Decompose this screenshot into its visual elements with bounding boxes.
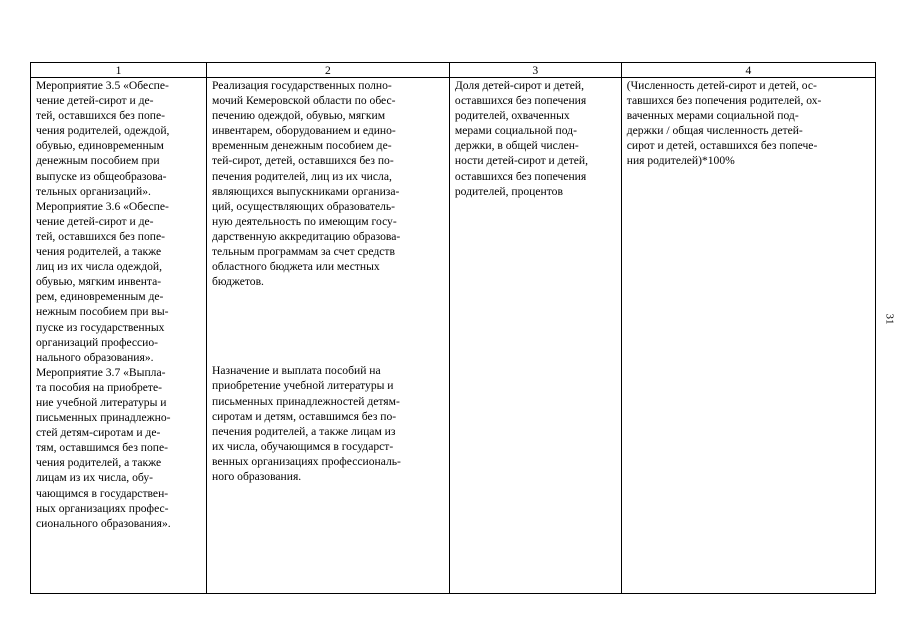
measures-table	[30, 62, 876, 594]
description-text-a: Реализация государственных полно- мочий Кемеровской области по обес- печению одеждой, обувью, мягким инвентарем, оборудованием и едино- временным денежным пособием де- тей-сирот, детей, оставшихся без по- печения родителей, лиц из их числа, являющихся выпускниками организа- ций, осуществляющих образователь- ную деятельность по имеющим госу- дарственную аккредитацию образова- тельным программам за счет средств областного бюджета или местных бюджетов.	[211, 79, 401, 289]
table-row	[31, 78, 876, 594]
column-header-3: 3	[449, 63, 621, 78]
indicator-cell	[449, 78, 621, 594]
column-header-4: 4	[621, 63, 875, 78]
page-number: 31	[883, 313, 896, 325]
measure-3-5-text: Мероприятие 3.5 «Обеспе- чение детей-сирот и де- тей, оставшихся без попе- чения родителей, одеждой, обувью, единовременным денежным пособием при выпуске из общеобразова- тельных организаций».	[36, 79, 170, 198]
indicator-text: Доля детей-сирот и детей, оставшихся без попечения родителей, охваченных мерами социальной под- держки, в общей числен- ности детей-сирот и детей, оставшихся без попечения родителей, процентов	[454, 79, 589, 198]
description-text-b: Назначение и выплата пособий на приобретение учебной литературы и письменных принадлежностей детям- сиротам и детям, оставшимся без по- печения родителей, а также лицам из их числа, обучающимся в государст- венных организациях профессиональ- ного образования.	[211, 364, 401, 483]
measure-3-6-text: Мероприятие 3.6 «Обеспе- чение детей-сирот и де- тей, оставшихся без попе- чения родителей, а также лиц из их числа одеждой, обувью, мягким инвента- рем, единовременным де- нежным пособием при вы- пуске из государственных организаций профессио- нального образования».	[36, 199, 169, 364]
description-cell	[206, 78, 449, 594]
column-header-1: 1	[31, 63, 207, 78]
measures-cell	[31, 78, 207, 594]
table-header-row	[31, 63, 876, 78]
column-header-2: 2	[206, 63, 449, 78]
formula-cell	[621, 78, 875, 594]
measure-3-7-text: Мероприятие 3.7 «Выпла- та пособия на приобрете- ние учебной литературы и письменных принадлежно- стей детям-сиротам и де- тям, оставшимся без попе- чения родителей, а также лицам из их числа, обу- чающимся в государствен- ных организациях профес- сионального образования».	[36, 365, 171, 530]
formula-text: (Численность детей-сирот и детей, ос- тавшихся без попечения родителей, ох- ваченных мерами социальной под- держки / общая численность детей- сирот и детей, оставшихся без попече- ния родителей)*100%	[626, 79, 822, 168]
